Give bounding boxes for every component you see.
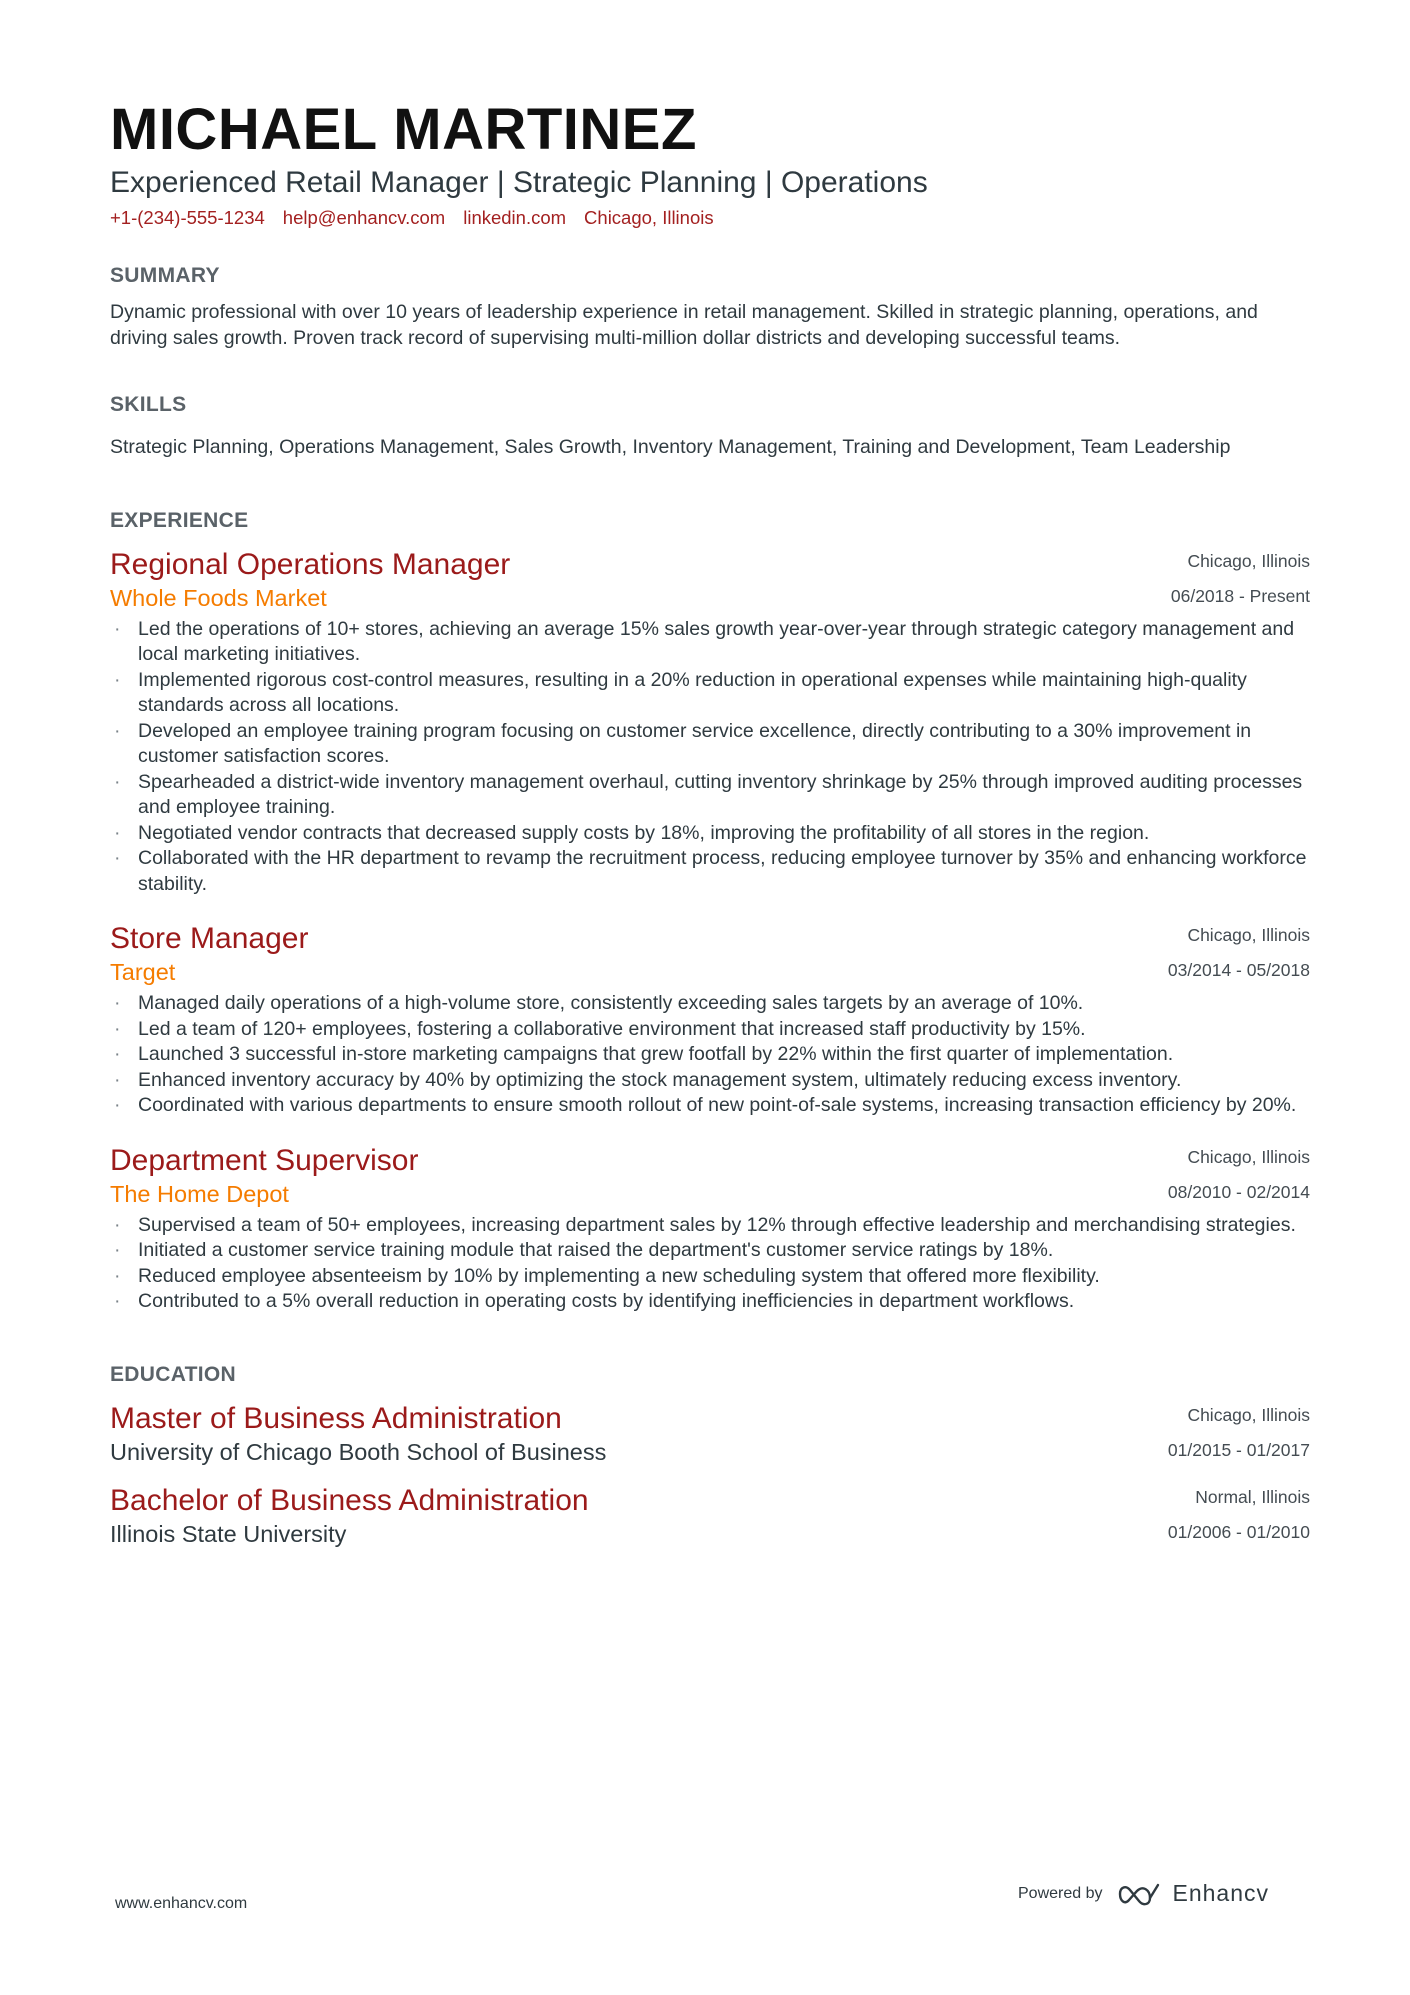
- bullet-item: · Reduced employee absenteeism by 10% by implementing a new scheduling system that offered more flexibility.: [110, 1264, 1310, 1290]
- footer-branding: [1018, 1880, 1269, 1907]
- job-title: Regional Operations Manager: [110, 547, 511, 581]
- degree-title: Master of Business Administration: [110, 1401, 562, 1435]
- bullet-item: · Spearheaded a district-wide inventory management overhaul, cutting inventory shrinkage by 25% through improved auditing processes and employee training.: [110, 770, 1310, 821]
- footer-website[interactable]: www.enhancv.com: [115, 1895, 248, 1912]
- skills-section: [110, 391, 1310, 461]
- school-name: University of Chicago Booth School of Business: [110, 1438, 607, 1465]
- contact-linkedin[interactable]: linkedin.com: [463, 207, 567, 228]
- job-bullets: [110, 991, 1310, 1119]
- bullet-item: · Implemented rigorous cost-control measures, resulting in a 20% reduction in operational expenses while maintaining high-quality standards across all locations.: [110, 668, 1310, 719]
- experience-entry: [110, 1143, 1310, 1315]
- education-title: EDUCATION: [110, 1362, 236, 1386]
- bullet-item: · Initiated a customer service training module that raised the department's customer service ratings by 18%.: [110, 1238, 1310, 1264]
- bullet-item: · Contributed to a 5% overall reduction in operating costs by identifying inefficiencies in department workflows.: [110, 1289, 1310, 1315]
- bullet-item: · Managed daily operations of a high-volume store, consistently exceeding sales targets by an average of 10%.: [110, 991, 1310, 1017]
- school-location: Normal, Illinois: [1195, 1486, 1310, 1507]
- job-bullets: [110, 1213, 1310, 1315]
- education-section: [110, 1361, 1310, 1549]
- school-name: Illinois State University: [110, 1520, 347, 1547]
- resume-page: [110, 98, 1310, 1549]
- summary-text: Dynamic professional with over 10 years of leadership experience in retail management. Skilled in strategic planning, operations, and driving sales growth. Proven track record of supervising multi-million dollar districts and developing successful teams.: [110, 301, 1258, 349]
- job-company: Target: [110, 959, 176, 985]
- job-title: Store Manager: [110, 922, 309, 955]
- bullet-item: · Launched 3 successful in-store marketing campaigns that grew footfall by 22% within the first quarter of implementation.: [110, 1042, 1310, 1068]
- degree-title: Bachelor of Business Administration: [110, 1483, 589, 1517]
- skills-text: Strategic Planning, Operations Management, Sales Growth, Inventory Management, Training and Development, Team Leadership: [110, 436, 1231, 458]
- bullet-item: · Coordinated with various departments to ensure smooth rollout of new point-of-sale systems, increasing transaction efficiency by 20%.: [110, 1093, 1310, 1119]
- bullet-item: · Led a team of 120+ employees, fostering a collaborative environment that increased staff productivity by 15%.: [110, 1017, 1310, 1043]
- contact-phone[interactable]: +1-(234)-555-1234: [110, 207, 265, 228]
- experience-section: [110, 507, 1310, 1315]
- education-entry: [110, 1483, 1310, 1549]
- enhancv-logo-icon: [1117, 1881, 1165, 1907]
- summary-section: [110, 262, 1310, 351]
- job-dates: 06/2018 - Present: [1170, 585, 1310, 606]
- job-location: Chicago, Illinois: [1187, 550, 1310, 571]
- experience-entry: [110, 921, 1310, 1119]
- brand-name: Enhancv: [1172, 1880, 1270, 1906]
- contact-email[interactable]: help@enhancv.com: [282, 207, 446, 228]
- contact-location: Chicago, Illinois: [584, 207, 714, 228]
- powered-by-label: Powered by: [1018, 1884, 1103, 1902]
- school-location: Chicago, Illinois: [1187, 1404, 1310, 1425]
- job-location: Chicago, Illinois: [1187, 1146, 1310, 1167]
- job-bullets: [110, 617, 1310, 898]
- school-dates: 01/2015 - 01/2017: [1167, 1439, 1310, 1460]
- contact-bar: [110, 206, 1310, 230]
- bullet-item: · Enhanced inventory accuracy by 40% by optimizing the stock management system, ultimately reducing excess inventory.: [110, 1068, 1310, 1094]
- education-entry: [110, 1401, 1310, 1467]
- job-dates: 08/2010 - 02/2014: [1167, 1181, 1310, 1202]
- bullet-item: · Led the operations of 10+ stores, achieving an average 15% sales growth year-over-year through strategic category management and local marketing initiatives.: [110, 617, 1310, 668]
- job-title: Department Supervisor: [110, 1143, 419, 1177]
- bullet-item: · Developed an employee training program focusing on customer service excellence, directly contributing to a 30% improvement in customer satisfaction scores.: [110, 719, 1310, 770]
- headline: Experienced Retail Manager | Strategic Planning | Operations: [110, 166, 928, 199]
- job-company: The Home Depot: [110, 1180, 289, 1207]
- summary-title: SUMMARY: [110, 264, 220, 287]
- job-dates: 03/2014 - 05/2018: [1167, 960, 1310, 980]
- job-company: Whole Foods Market: [110, 584, 327, 611]
- job-location: Chicago, Illinois: [1187, 925, 1310, 945]
- experience-entry: [110, 547, 1310, 898]
- candidate-name: MICHAEL MARTINEZ: [110, 97, 697, 162]
- bullet-item: · Collaborated with the HR department to revamp the recruitment process, reducing employee turnover by 35% and enhancing workforce stability.: [110, 846, 1310, 897]
- bullet-item: · Negotiated vendor contracts that decreased supply costs by 18%, improving the profitability of all stores in the region.: [110, 821, 1310, 847]
- school-dates: 01/2006 - 01/2010: [1167, 1521, 1310, 1542]
- experience-title: EXPERIENCE: [110, 508, 249, 532]
- brand-link[interactable]: [1117, 1880, 1270, 1907]
- skills-title: SKILLS: [110, 393, 187, 416]
- bullet-item: · Supervised a team of 50+ employees, increasing department sales by 12% through effective leadership and merchandising strategies.: [110, 1213, 1310, 1239]
